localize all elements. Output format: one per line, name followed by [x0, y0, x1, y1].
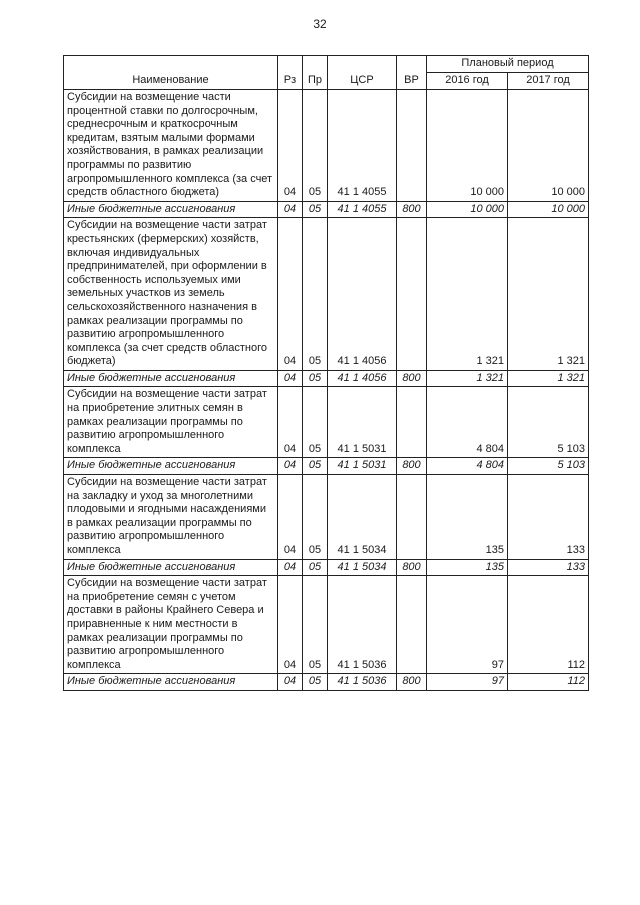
row-2017: 5 103: [508, 387, 589, 458]
row-vr: 800: [397, 559, 427, 576]
row-pr: 05: [303, 475, 328, 560]
header-year-2016: 2016 год: [427, 73, 508, 90]
row-pr: 05: [303, 458, 328, 475]
header-rz: Рз: [278, 56, 303, 90]
row-rz: 04: [278, 218, 303, 371]
row-vr: [397, 387, 427, 458]
row-vr: 800: [397, 674, 427, 691]
table-row: [64, 576, 589, 674]
row-2016: 97: [427, 674, 508, 691]
table-row: [64, 475, 589, 560]
row-pr: 05: [303, 387, 328, 458]
row-2016: 1 321: [427, 370, 508, 387]
row-2017: 112: [508, 674, 589, 691]
row-csr: 41 1 5036: [328, 674, 397, 691]
budget-table: [63, 55, 589, 691]
header-planned-period: Плановый период: [427, 56, 589, 73]
row-vr: [397, 218, 427, 371]
row-rz: 04: [278, 458, 303, 475]
row-csr: 41 1 5031: [328, 387, 397, 458]
row-name: Иные бюджетные ассигнования: [64, 370, 278, 387]
row-csr: 41 1 4056: [328, 370, 397, 387]
row-name: Иные бюджетные ассигнования: [64, 201, 278, 218]
row-rz: 04: [278, 90, 303, 202]
row-2016: 10 000: [427, 201, 508, 218]
row-pr: 05: [303, 576, 328, 674]
header-vr: ВР: [397, 56, 427, 90]
row-rz: 04: [278, 475, 303, 560]
header-name: Наименование: [64, 56, 278, 90]
row-csr: 41 1 4055: [328, 90, 397, 202]
row-2017: 1 321: [508, 370, 589, 387]
row-2017: 133: [508, 475, 589, 560]
row-vr: [397, 576, 427, 674]
row-2016: 1 321: [427, 218, 508, 371]
row-csr: 41 1 4056: [328, 218, 397, 371]
row-2017: 112: [508, 576, 589, 674]
row-2016: 97: [427, 576, 508, 674]
table-row: [64, 674, 589, 691]
row-name: Иные бюджетные ассигнования: [64, 458, 278, 475]
row-pr: 05: [303, 370, 328, 387]
row-name: Субсидии на возмещение части затрат на приобретение элитных семян в рамках реализации программы по развитию агропромышленного комплекса: [64, 387, 278, 458]
table-row: [64, 370, 589, 387]
row-pr: 05: [303, 559, 328, 576]
row-rz: 04: [278, 576, 303, 674]
row-rz: 04: [278, 370, 303, 387]
table-row: [64, 201, 589, 218]
row-csr: 41 1 5034: [328, 559, 397, 576]
row-name: Иные бюджетные ассигнования: [64, 559, 278, 576]
row-vr: [397, 475, 427, 560]
row-2017: 10 000: [508, 201, 589, 218]
table-row: [64, 458, 589, 475]
row-2017: 1 321: [508, 218, 589, 371]
row-2016: 4 804: [427, 387, 508, 458]
row-2016: 135: [427, 475, 508, 560]
row-name: Субсидии на возмещение части затрат крестьянских (фермерских) хозяйств, включая индивидуальных предпринимателей, при оформлении в собственность используемых ими земельных участков из земель сельскохозяйственного назначения в рамках реализации программы по развитию агропромышленного комплекса (за счет средств областного бюджета): [64, 218, 278, 371]
row-2017: 133: [508, 559, 589, 576]
row-rz: 04: [278, 387, 303, 458]
header-csr: ЦСР: [328, 56, 397, 90]
row-name: Иные бюджетные ассигнования: [64, 674, 278, 691]
header-pr: Пр: [303, 56, 328, 90]
row-rz: 04: [278, 201, 303, 218]
row-name: Субсидии на возмещение части затрат на закладку и уход за многолетними плодовыми и ягодными насаждениями в рамках реализации программы по развитию агропромышленного комплекса: [64, 475, 278, 560]
row-2016: 10 000: [427, 90, 508, 202]
page-number: 32: [313, 17, 327, 31]
row-2016: 4 804: [427, 458, 508, 475]
row-vr: 800: [397, 370, 427, 387]
row-csr: 41 1 5034: [328, 475, 397, 560]
table-row: [64, 387, 589, 458]
row-csr: 41 1 5031: [328, 458, 397, 475]
row-vr: 800: [397, 201, 427, 218]
row-csr: 41 1 5036: [328, 576, 397, 674]
row-2017: 5 103: [508, 458, 589, 475]
row-pr: 05: [303, 90, 328, 202]
row-2017: 10 000: [508, 90, 589, 202]
row-csr: 41 1 4055: [328, 201, 397, 218]
row-name: Субсидии на возмещение части процентной ставки по долгосрочным, среднесрочным и краткосрочным кредитам, взятым малыми формами хозяйствования, в рамках реализации программы по развитию агропромышленного комплекса (за счет средств областного бюджета): [64, 90, 278, 202]
row-name: Субсидии на возмещение части затрат на приобретение семян с учетом доставки в районы Крайнего Севера и приравненные к ним местности в рамках реализации программы по развитию агропромышленного комплекса: [64, 576, 278, 674]
row-rz: 04: [278, 674, 303, 691]
table-row: [64, 218, 589, 371]
row-pr: 05: [303, 218, 328, 371]
row-pr: 05: [303, 674, 328, 691]
row-pr: 05: [303, 201, 328, 218]
row-2016: 135: [427, 559, 508, 576]
row-vr: [397, 90, 427, 202]
row-vr: 800: [397, 458, 427, 475]
row-rz: 04: [278, 559, 303, 576]
table-row: [64, 90, 589, 202]
header-year-2017: 2017 год: [508, 73, 589, 90]
table-row: [64, 559, 589, 576]
